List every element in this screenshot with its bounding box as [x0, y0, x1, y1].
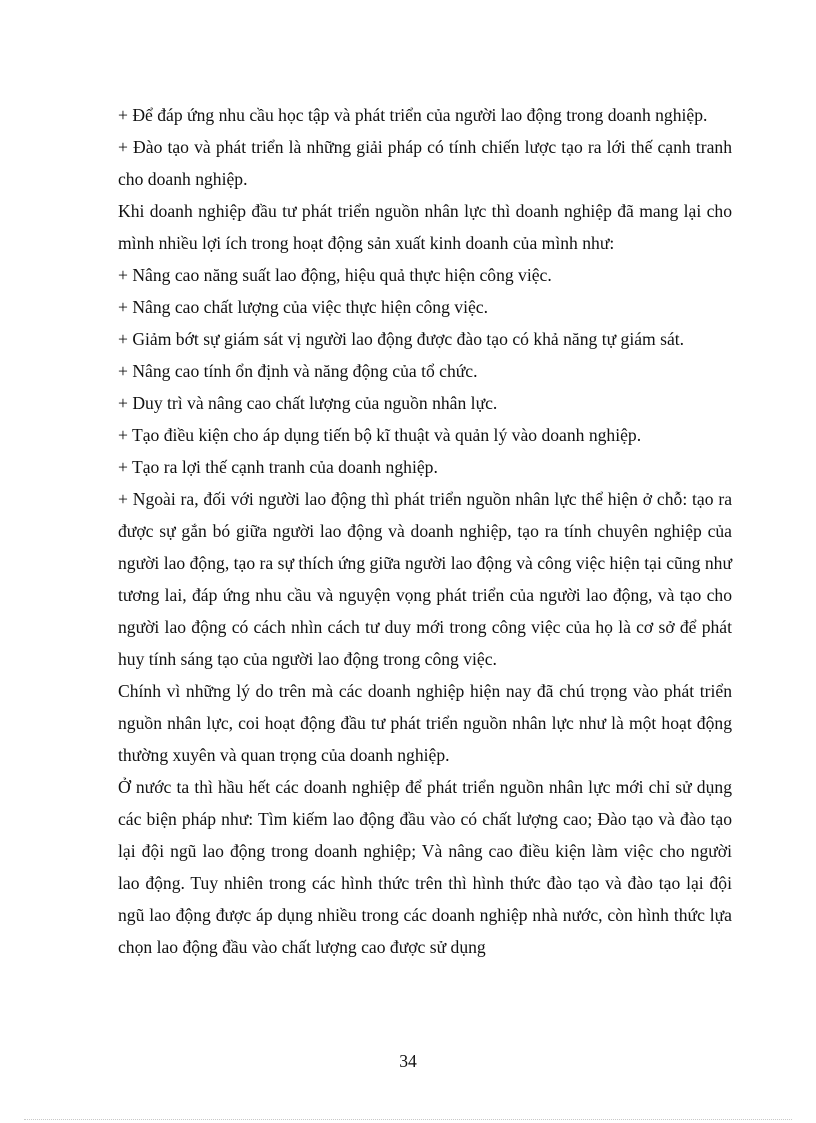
bullet-competitive-advantage: + Tạo ra lợi thế cạnh tranh của doanh nghiệp.: [118, 457, 438, 477]
bullet-work-quality: + Nâng cao chất lượng của việc thực hiện công việc.: [118, 297, 488, 317]
bullet-stability: + Nâng cao tính ổn định và năng động của tổ chức.: [118, 361, 478, 381]
bullet-technology: + Tạo điều kiện cho áp dụng tiến bộ kĩ thuật và quản lý vào doanh nghiệp.: [118, 425, 642, 445]
page-number: 34: [399, 1051, 417, 1071]
bullet-competitive-strategy: + Đào tạo và phát triển là những giải pháp có tính chiến lược tạo ra lới thế cạnh tranh cho doanh nghiệp.: [118, 137, 732, 189]
bullet-productivity: + Nâng cao năng suất lao động, hiệu quả thực hiện công việc.: [118, 265, 552, 285]
paragraph-conclusion: Chính vì những lý do trên mà các doanh nghiệp hiện nay đã chú trọng vào phát triển nguồn nhân lực, coi hoạt động đầu tư phát triển nguồn nhân lực như là một hoạt động thường xuyên và quan trọng của doanh nghiệp.: [118, 681, 732, 765]
page-body: [118, 99, 732, 963]
bullet-learning-needs: + Để đáp ứng nhu cầu học tập và phát triển của người lao động trong doanh nghiệp.: [118, 105, 708, 125]
bullet-reduced-supervision: + Giảm bớt sự giám sát vị người lao động được đào tạo có khả năng tự giám sát.: [118, 329, 685, 349]
bullet-worker-benefits: + Ngoài ra, đối với người lao động thì phát triển nguồn nhân lực thể hiện ở chỗ: tạo ra được sự gắn bó giữa người lao động và doanh nghiệp, tạo ra tính chuyên nghiệp của người lao động, tạo ra sự thích ứng giữa người lao động và công việc hiện tại cũng như tương lai, đáp ứng nhu cầu và nguyện vọng phát triển của người lao động, và tạo cho người lao động có cách nhìn cách tư duy mới trong công việc của họ là cơ sở để phát huy tính sáng tạo của người lao động trong công việc.: [118, 489, 732, 669]
page-bottom-divider: [24, 1119, 792, 1120]
paragraph-benefits-intro: Khi doanh nghiệp đầu tư phát triển nguồn nhân lực thì doanh nghiệp đã mang lại cho mình nhiều lợi ích trong hoạt động sản xuất kinh doanh của mình như:: [118, 201, 732, 253]
paragraph-vietnam-practice: Ở nước ta thì hầu hết các doanh nghiệp để phát triển nguồn nhân lực mới chỉ sử dụng các biện pháp như: Tìm kiếm lao động đầu vào có chất lượng cao; Đào tạo và đào tạo lại đội ngũ lao động trong doanh nghiệp; Và nâng cao điều kiện làm việc cho người lao động. Tuy nhiên trong các hình thức trên thì hình thức đào tạo và đào tạo lại đội ngũ lao động được áp dụng nhiều trong các doanh nghiệp nhà nước, còn hình thức lựa chọn lao động đầu vào chất lượng cao được sử dụng: [118, 777, 732, 957]
bullet-hr-quality: + Duy trì và nâng cao chất lượng của nguồn nhân lực.: [118, 393, 498, 413]
